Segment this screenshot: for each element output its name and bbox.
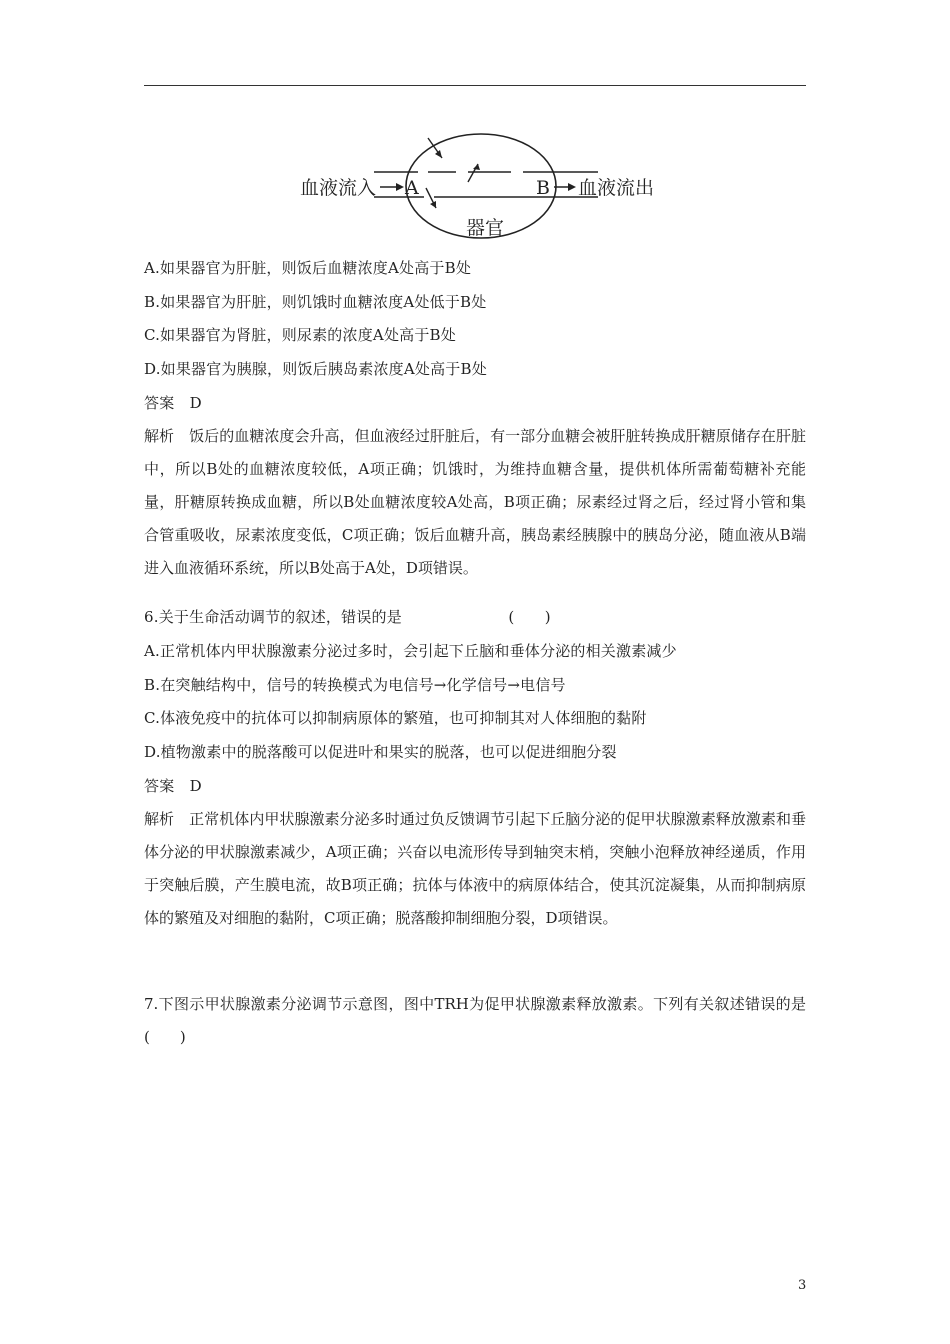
q5-option-d: D.如果器官为胰腺，则饭后胰岛素浓度A处高于B处	[144, 360, 487, 378]
q5-option-a: A.如果器官为肝脏，则饭后血糖浓度A处高于B处	[144, 259, 472, 277]
label-blood-in: 血液流入	[300, 177, 377, 199]
header-rule	[144, 85, 806, 86]
q5-option-b: B.如果器官为肝脏，则饥饿时血糖浓度A处低于B处	[144, 293, 487, 311]
label-organ: 器官	[466, 217, 505, 239]
label-blood-out: 血液流出	[578, 177, 655, 199]
q6-analysis: 解析 正常机体内甲状腺激素分泌多时通过负反馈调节引起下丘脑分泌的促甲状腺激素释放激素和垂体分泌的甲状腺激素减少，A项正确；兴奋以电流形传导到轴突末梢，突触小泡释放神经递质，作用于突触后膜，产生膜电流，故B项正确；抗体与体液中的病原体结合，使其沉淀凝集，从而抑制病原体的繁殖及对细胞的黏附，C项正确；脱落酸抑制细胞分裂，D项错误。	[144, 810, 806, 927]
organ-blood-flow-diagram	[296, 128, 666, 244]
q6-option-d: D.植物激素中的脱落酸可以促进叶和果实的脱落，也可以促进细胞分裂	[144, 743, 617, 761]
q6-option-a: A.正常机体内甲状腺激素分泌过多时，会引起下丘脑和垂体分泌的相关激素减少	[144, 642, 677, 660]
q6-option-b: B.在突触结构中，信号的转换模式为电信号→化学信号→电信号	[144, 676, 566, 694]
q5-analysis: 解析 饭后的血糖浓度会升高，但血液经过肝脏后，有一部分血糖会被肝脏转换成肝糖原储存在肝脏中，所以B处的血糖浓度较低，A项正确；饥饿时，为维持血糖含量，提供机体所需葡萄糖补充能量，肝糖原转换成血糖，所以B处血糖浓度较A处高，B项正确；尿素经过肾之后，经过肾小管和集合管重吸收，尿素浓度变低，C项正确；饭后血糖升高，胰岛素经胰腺中的胰岛分泌，随血液从B端进入血液循环系统，所以B处高于A处，D项错误。	[144, 427, 806, 577]
q6-stem: 6.关于生命活动调节的叙述，错误的是 ( )	[144, 608, 551, 626]
page-number: 3	[798, 1278, 807, 1293]
q5-option-c: C.如果器官为肾脏，则尿素的浓度A处高于B处	[144, 326, 456, 344]
q6-answer: 答案 D	[144, 777, 202, 795]
label-point-b: B	[536, 177, 550, 199]
q7-stem: 7.下图示甲状腺激素分泌调节示意图，图中TRH为促甲状腺激素释放激素。下列有关叙述错误的是 ( )	[144, 995, 912, 1046]
q6-option-c: C.体液免疫中的抗体可以抑制病原体的繁殖，也可抑制其对人体细胞的黏附	[144, 709, 647, 727]
q5-answer: 答案 D	[144, 394, 202, 412]
label-point-a: A	[405, 177, 419, 199]
